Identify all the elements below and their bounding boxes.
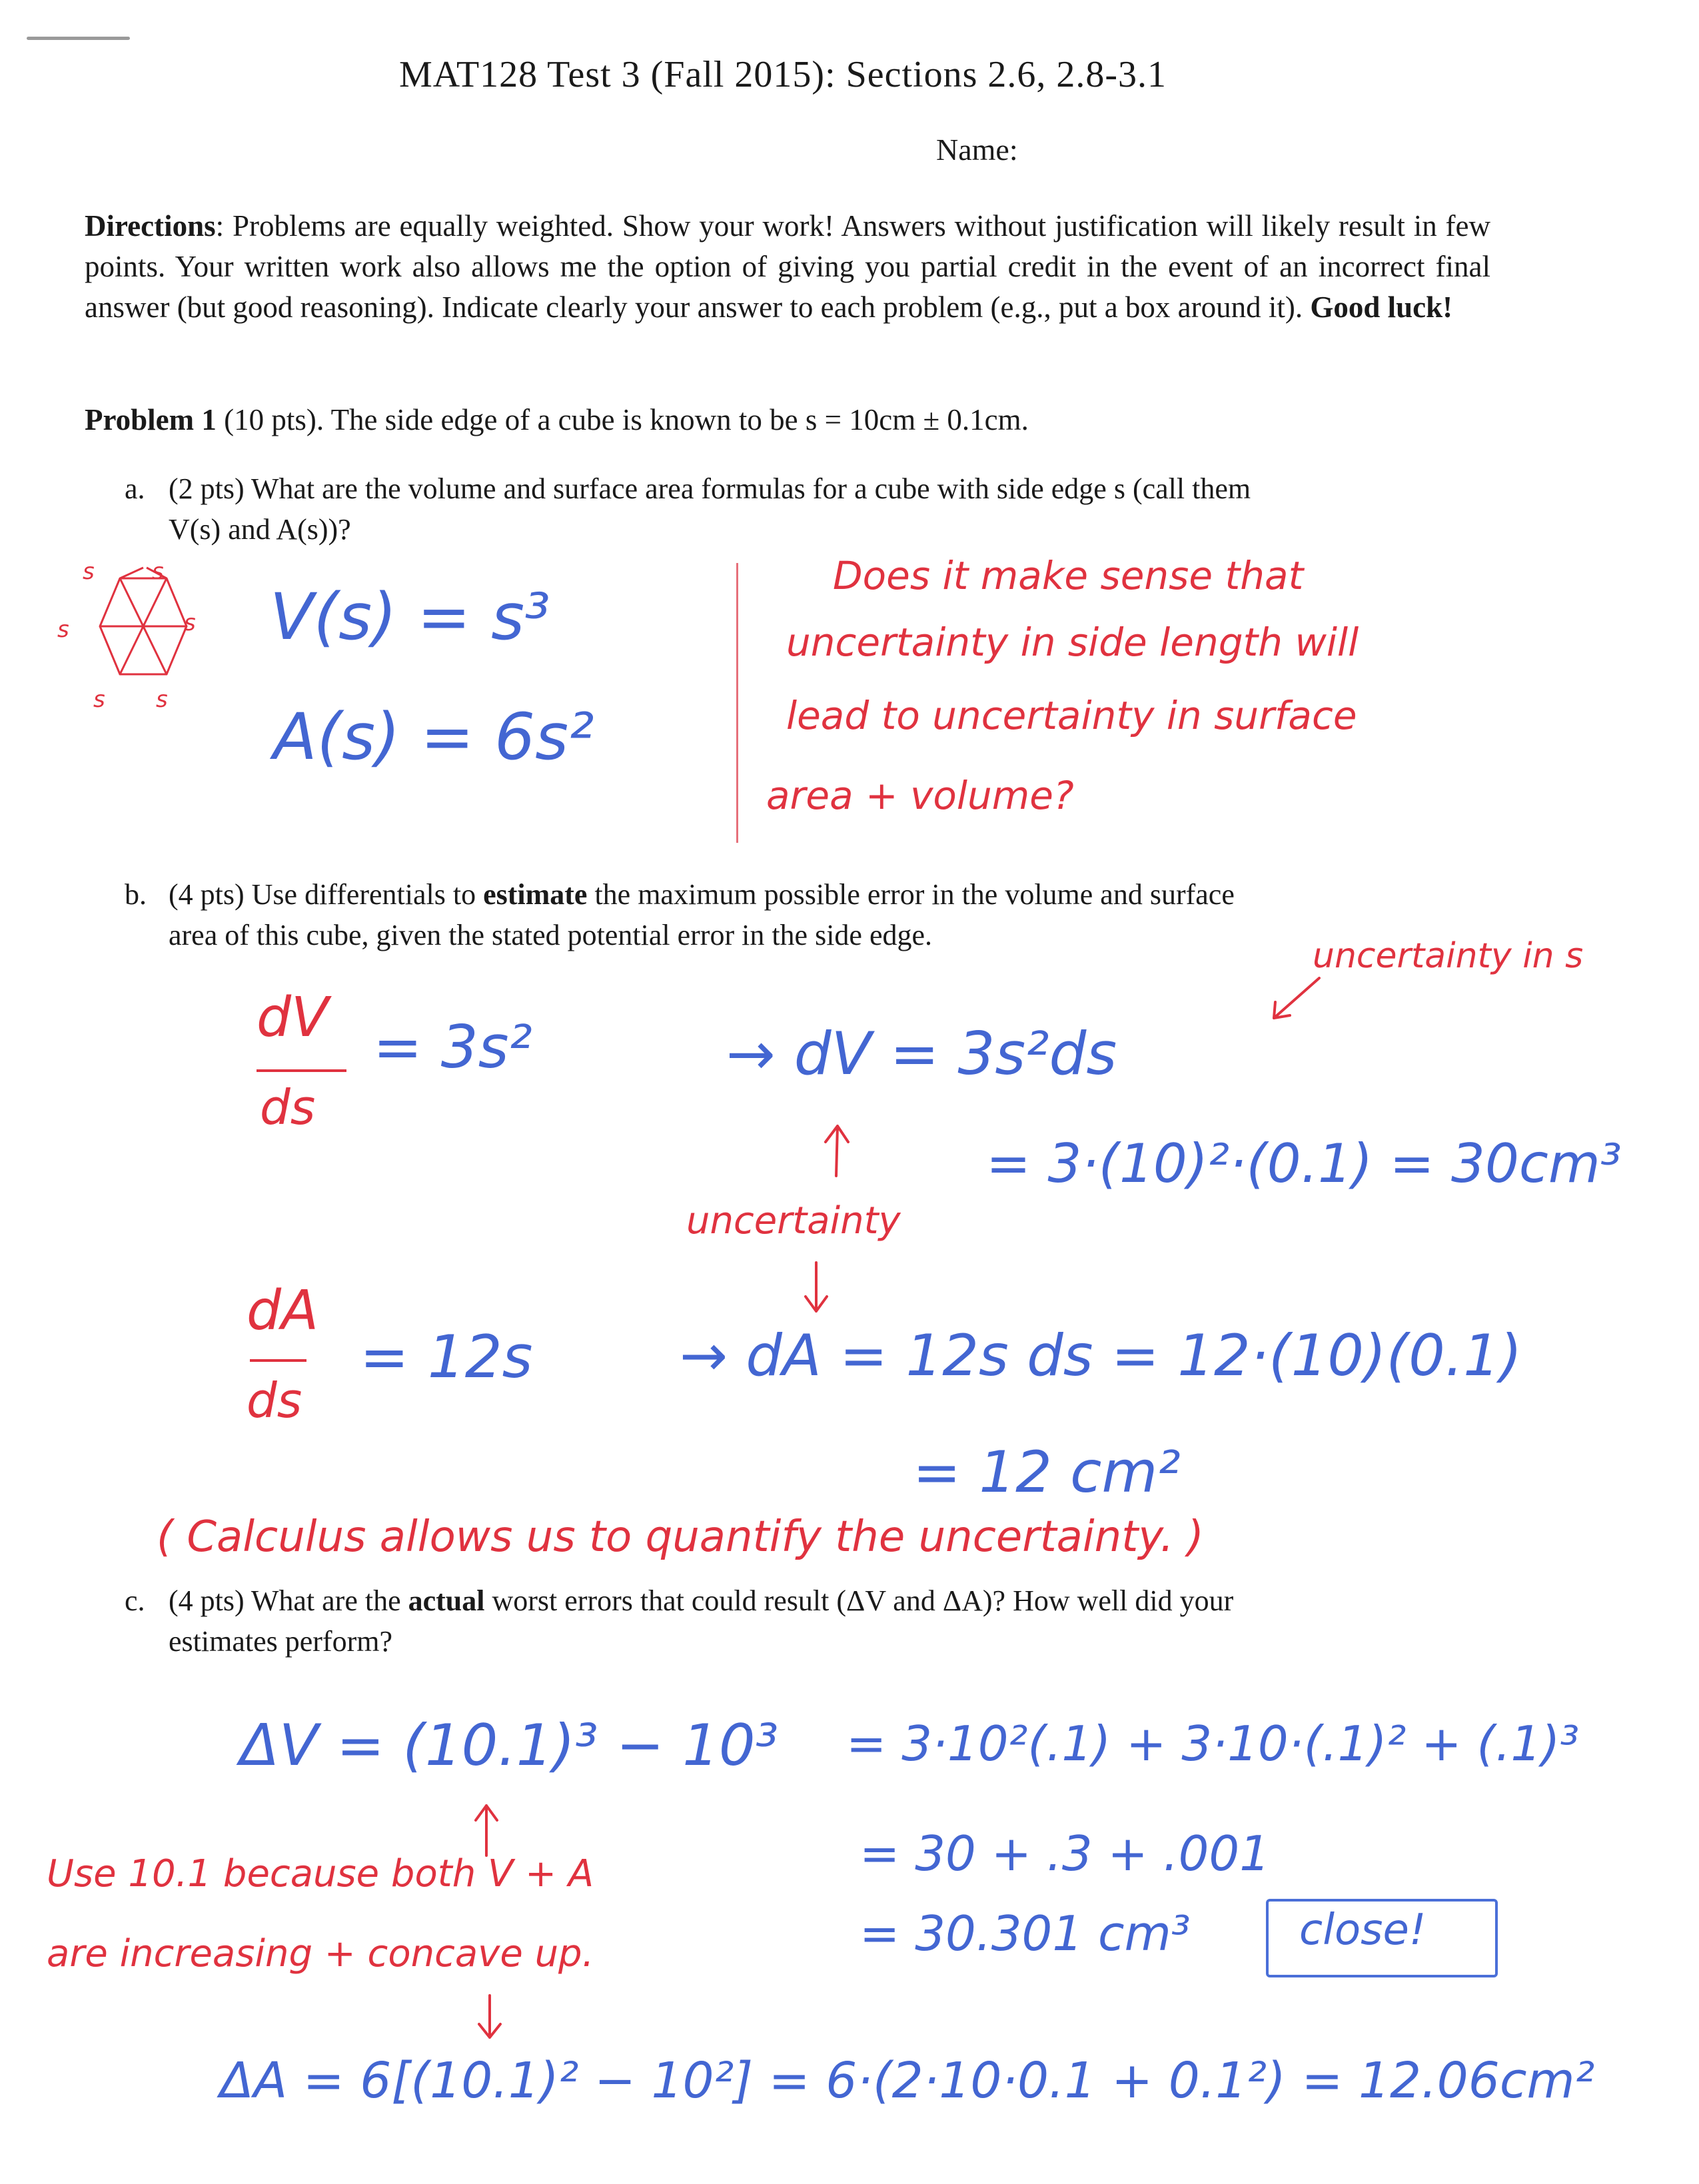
volume-formula: V(s) = s³ [270, 580, 550, 654]
cube-label-s5: s [93, 686, 105, 713]
page-title: MAT128 Test 3 (Fall 2015): Sections 2.6, 2.8-3.1 [398, 54, 1167, 95]
calculus-note: ( Calculus allows us to quantify the uncertainty. ) [157, 1512, 1204, 1562]
part-b-bold: estimate [483, 878, 588, 911]
dvds-bar [257, 1069, 346, 1072]
dads-bar [250, 1359, 306, 1362]
note-a-line1: Does it make sense that [833, 553, 1304, 598]
part-a-letter: a. [125, 472, 145, 505]
part-c-cont: estimates perform? [169, 1625, 392, 1658]
note-c-line2: are increasing + concave up. [47, 1932, 594, 1975]
divider-line [736, 563, 738, 843]
dads-rhs: = 12s [360, 1323, 533, 1391]
cube-label-s3: s [57, 616, 69, 643]
cube-label-s1: s [83, 558, 95, 585]
part-c-pre: (4 pts) What are the [169, 1584, 408, 1617]
cube-sketch [47, 560, 220, 713]
cube-label-s4: s [184, 610, 196, 636]
arrow-down-uncertainty [796, 1259, 836, 1319]
close-label: close! [1299, 1906, 1426, 1955]
note-a-line2: uncertainty in side length will [786, 620, 1359, 665]
name-label: Name: [936, 133, 1018, 167]
arrow-up-uncertainty [816, 1119, 856, 1179]
note-c-line1: Use 10.1 because both V + A [47, 1852, 594, 1896]
part-c-letter: c. [125, 1584, 145, 1617]
part-b-letter: b. [125, 878, 147, 911]
cube-label-s2: s [152, 558, 164, 585]
da-equation: → dA = 12s ds = 12·(10)(0.1) [680, 1323, 1522, 1389]
delta-v-equation: ΔV = (10.1)³ − 10³ [240, 1712, 779, 1779]
arrow-uncertainty-s [1266, 973, 1326, 1026]
delta-v-step1: = 3·10²(.1) + 3·10·(.1)² + (.1)³ [846, 1716, 1580, 1772]
note-a-line4: area + volume? [766, 773, 1074, 818]
dvds-rhs: = 3s² [373, 1013, 532, 1081]
part-a-cont: V(s) and A(s))? [169, 513, 351, 546]
delta-v-step3: = 30.301 cm³ [859, 1906, 1191, 1961]
arrow-down-concave [470, 1992, 510, 2045]
part-a-text: (2 pts) What are the volume and surface area formulas for a cube with side edge s (call them [169, 472, 1251, 505]
da-result: = 12 cm² [913, 1439, 1181, 1506]
directions-label: Directions [85, 209, 216, 243]
delta-a-equation: ΔA = 6[(10.1)² − 10²] = 6·(2·10·0.1 + 0.1²) = 12.06cm² [220, 2052, 1595, 2109]
problem-1 [85, 400, 1490, 440]
dvds-numerator: dV [257, 986, 329, 1049]
area-formula: A(s) = 6s² [273, 700, 594, 774]
directions [85, 206, 1490, 328]
uncertainty-label: uncertainty [686, 1199, 901, 1243]
part-c-bold: actual [408, 1584, 485, 1617]
problem-label: Problem 1 [85, 403, 217, 436]
part-b-post: the maximum possible error in the volume and surface [587, 878, 1235, 911]
scan-mark [27, 37, 130, 40]
note-a-line3: lead to uncertainty in surface [786, 693, 1357, 738]
problem-text: (10 pts). The side edge of a cube is known to be s = 10cm ± 0.1cm. [216, 403, 1029, 436]
dv-equation: → dV = 3s²ds [726, 1019, 1117, 1088]
dvds-denominator: ds [260, 1079, 316, 1135]
part-b-cont: area of this cube, given the stated potential error in the side edge. [169, 919, 933, 951]
dads-denominator: ds [247, 1372, 302, 1428]
part-b [125, 874, 1490, 955]
dads-numerator: dA [247, 1279, 319, 1343]
part-c [125, 1580, 1490, 1662]
good-luck: Good luck! [1310, 290, 1453, 324]
part-a [125, 468, 1490, 550]
delta-v-step2: = 30 + .3 + .001 [859, 1826, 1271, 1882]
part-b-pre: (4 pts) Use differentials to [169, 878, 484, 911]
dv-calculation: = 3·(10)²·(0.1) = 30cm³ [986, 1133, 1622, 1195]
part-c-post: worst errors that could result (ΔV and ΔA)? How well did your [484, 1584, 1234, 1617]
cube-label-s6: s [156, 686, 168, 713]
arrow-up-10-1 [466, 1799, 506, 1859]
uncertainty-s-note: uncertainty in s [1313, 936, 1584, 976]
directions-text: : Problems are equally weighted. Show your work! Answers without justification will likely result in few points. Your written work also allows me the option of giving you partial credit in the event of an incorrect final answer (but good reasoning). Indicate clearly your answer to each problem (e.g., put a box around it). [85, 209, 1490, 324]
